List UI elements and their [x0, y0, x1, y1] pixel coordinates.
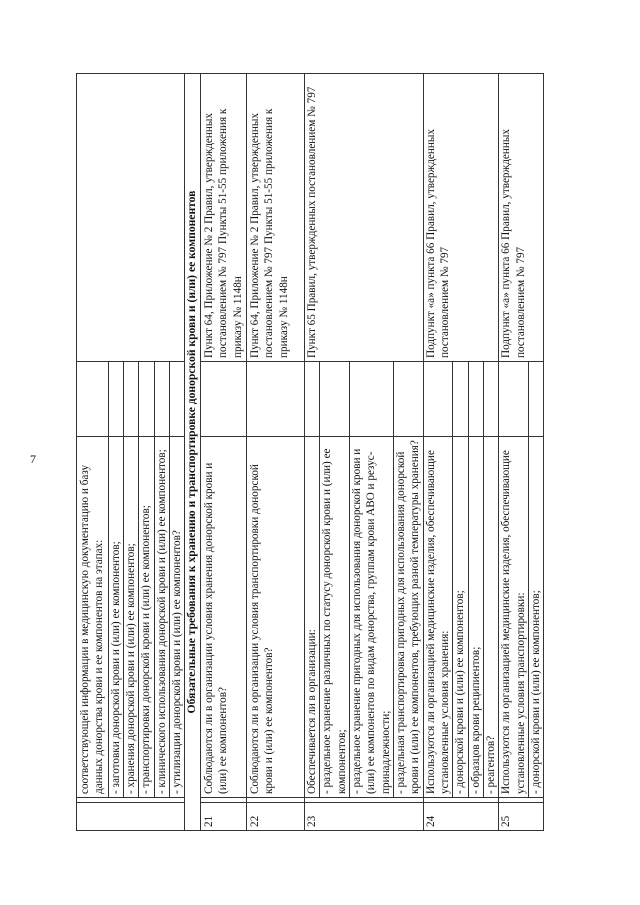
- answer-cell: [499, 362, 529, 437]
- table-row: [305, 74, 320, 831]
- question-cell: Соблюдаются ли в организации условия хранения донорской крови и (или) ее компонентов?: [201, 437, 247, 798]
- spacer-cell: [201, 798, 247, 803]
- checklist-table: [76, 73, 544, 831]
- reference-cell: Подпункт «а» пункта 66 Правил, утвержденных постановлением № 797: [499, 74, 544, 362]
- list-item: - транспортировки донорской крови и (или) ее компонентов;: [139, 437, 154, 798]
- list-item: - утилизации донорской крови и (или) ее компонентов?: [169, 437, 184, 798]
- answer-cell: [320, 362, 350, 437]
- list-item: - раздельная транспортировка пригодных для использования донорской крови и (или) ее компонентов, требующих разной температуры хранения?: [394, 437, 424, 798]
- answer-cell: [108, 362, 123, 437]
- page-number: 7: [30, 452, 36, 466]
- list-item: - раздельное хранение пригодных для использования донорской крови и (или) ее компонентов по видам донорства, группам крови АВО и резус-принадлежности;: [350, 437, 394, 798]
- list-item: - реагентов?: [484, 437, 499, 798]
- question-cell: Используются ли организацией медицинские изделия, обеспечивающие установленные условия транспортировки:: [499, 437, 529, 798]
- answer-cell: [453, 362, 468, 437]
- list-item: - образцов крови реципиентов;: [468, 437, 483, 798]
- reference-cell: Подпункт «а» пункта 66 Правил, утвержденных постановлением № 797: [423, 74, 499, 362]
- answer-cell: [468, 362, 483, 437]
- reference-cell: Пункт 64, Приложение № 2 Правил, утвержденных постановлением № 797 Пункты 51-55 приложения к приказу № 1148н: [247, 74, 305, 362]
- answer-cell: [169, 362, 184, 437]
- row-number-cell: [77, 803, 185, 831]
- answer-cell: [350, 362, 394, 437]
- row-number: 22: [247, 803, 305, 831]
- answer-cell: [394, 362, 424, 437]
- list-item: - раздельное хранение различных по статусу донорской крови и (или) ее компонентов;: [320, 437, 350, 798]
- list-item: - заготовки донорской крови и (или) ее компонентов;: [108, 437, 123, 798]
- answer-cell: [139, 362, 154, 437]
- row-number: 25: [499, 803, 544, 831]
- spacer-cell: [305, 798, 424, 803]
- spacer-cell: [423, 798, 499, 803]
- reference-cell: Пункт 65 Правил, утвержденных постановлением № 797: [305, 74, 424, 362]
- question-cell: Обеспечивается ли в организации:: [305, 437, 320, 798]
- question-cell: Используются ли организацией медицинские изделия, обеспечивающие установленные условия хранения:: [423, 437, 453, 798]
- table-row: [499, 74, 529, 831]
- table-row: [77, 74, 109, 831]
- answer-cell: [123, 362, 138, 437]
- question-cell: соответствующей информации в медицинскую документацию и базу данных донорства крови и ее компонентов на этапах:: [77, 437, 109, 798]
- answer-cell: [484, 362, 499, 437]
- answer-cell: [201, 362, 247, 437]
- reference-cell: Пункт 64, Приложение № 2 Правил, утвержденных постановлением № 797 Пункты 51-55 приложения к приказу № 1148н: [201, 74, 247, 362]
- list-item: - донорской крови и (или) ее компонентов;: [529, 437, 544, 798]
- row-number: 23: [305, 803, 424, 831]
- question-cell: Соблюдаются ли в организации условия транспортировки донорской крови и (или) ее компонентов?: [247, 437, 305, 798]
- table-row: [201, 74, 247, 831]
- section-header: Обязательные требования к хранению и транспортировке донорской крови и (или) ее компонентов: [185, 74, 201, 831]
- table-row: [423, 74, 453, 831]
- answer-cell: [305, 362, 320, 437]
- answer-cell: [154, 362, 169, 437]
- answer-cell: [529, 362, 544, 437]
- reference-cell: [77, 74, 185, 362]
- list-item: - клинического использования донорской крови и (или) ее компонентов;: [154, 437, 169, 798]
- list-item: - хранения донорской крови и (или) ее компонентов;: [123, 437, 138, 798]
- list-item: - донорской крови и (или) ее компонентов;: [453, 437, 468, 798]
- spacer-cell: [499, 798, 544, 803]
- checklist-page: [76, 74, 582, 831]
- row-number: 24: [423, 803, 499, 831]
- table-row: [247, 74, 305, 831]
- answer-cell: [423, 362, 453, 437]
- spacer-cell: [77, 798, 185, 803]
- answer-cell: [247, 362, 305, 437]
- row-number: 21: [201, 803, 247, 831]
- spacer-cell: [247, 798, 305, 803]
- section-header-row: [185, 74, 201, 831]
- answer-cell: [77, 362, 109, 437]
